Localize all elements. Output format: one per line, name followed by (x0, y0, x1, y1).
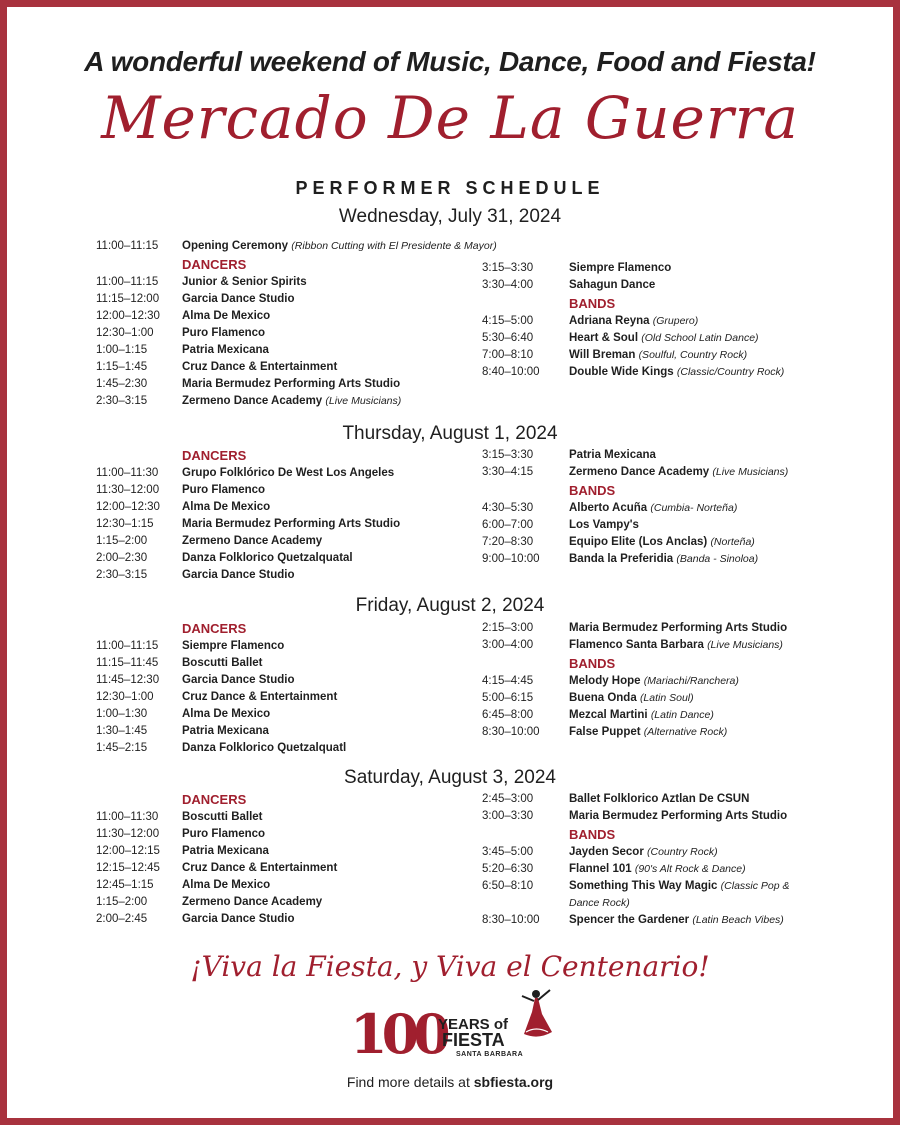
schedule-row (482, 277, 784, 294)
friday-left-column (96, 619, 346, 757)
performer-name: Zermeno Dance Academy (Live Musicians) (182, 395, 402, 407)
schedule-row (96, 274, 497, 291)
performer-name: Maria Bermudez Performing Arts Studio (182, 378, 401, 390)
wednesday-left-column (96, 238, 497, 410)
dancers-list-continued (482, 791, 802, 825)
performer-name: Patria Mexicana (569, 449, 656, 461)
schedule-row (96, 740, 346, 757)
event-title: Mercado De La Guerra (101, 84, 799, 152)
time-slot: 12:30–1:15 (96, 518, 154, 530)
performer-name: Junior & Senior Spirits (182, 276, 307, 288)
time-slot: 12:45–1:15 (96, 879, 154, 891)
schedule-row (482, 347, 784, 364)
time-slot: 5:30–6:40 (482, 332, 534, 344)
performer-name: Melody Hope (Mariachi/Ranchera) (569, 675, 739, 687)
performer-name: Boscutti Ballet (182, 811, 263, 823)
schedule-row (96, 655, 346, 672)
time-slot: 8:30–10:00 (482, 914, 540, 926)
schedule-row (96, 238, 497, 255)
time-slot: 11:30–12:00 (96, 828, 160, 840)
performer-name: Patria Mexicana (182, 725, 269, 737)
schedule-row (482, 673, 787, 690)
schedule-row (96, 672, 346, 689)
performer-name: Equipo Elite (Los Anclas) (Norteña) (569, 536, 755, 548)
performer-note: (Soulful, Country Rock) (638, 349, 748, 361)
schedule-row (482, 500, 788, 517)
schedule-row (96, 308, 497, 325)
schedule-row (482, 464, 788, 481)
dancers-list-continued (482, 447, 788, 481)
performer-note: (Classic/Country Rock) (676, 366, 785, 378)
schedule-row (96, 567, 400, 584)
dancers-heading: DANCERS (182, 792, 247, 807)
time-slot: 3:15–3:30 (482, 262, 534, 274)
time-slot: 2:30–3:15 (96, 569, 148, 581)
performer-name: Sahagun Dance (569, 279, 656, 291)
time-slot: 11:00–11:30 (96, 811, 159, 823)
performer-note: (Classic Pop & Dance Rock) (569, 880, 790, 909)
performer-name: Puro Flamenco (182, 327, 266, 339)
performer-name: Buena Onda (Latin Soul) (569, 692, 694, 704)
dancers-list (96, 465, 400, 584)
time-slot: 1:45–2:15 (96, 742, 148, 754)
performer-name: Alberto Acuña (Cumbia- Norteña) (569, 502, 738, 514)
logo-place: SANTA BARBARA (456, 1051, 524, 1058)
performer-name: Ballet Folklorico Aztlan De CSUN (569, 793, 750, 805)
time-slot: 11:00–11:30 (96, 467, 159, 479)
performer-name: Patria Mexicana (182, 344, 269, 356)
time-slot: 12:30–1:00 (96, 327, 154, 339)
performer-note: (Country Rock) (647, 846, 718, 858)
schedule-row (96, 911, 337, 928)
schedule-row (96, 723, 346, 740)
bands-list (482, 844, 802, 946)
performer-name: Opening Ceremony (Ribbon Cutting with El Presidente & Mayor) (182, 240, 497, 252)
dancers-list (96, 638, 346, 757)
schedule-row (482, 534, 788, 551)
day-heading-wednesday: Wednesday, July 31, 2024 (338, 206, 562, 227)
schedule-row (482, 912, 802, 946)
performer-note: (Live Musicians) (707, 639, 783, 651)
schedule-row (482, 364, 784, 381)
logo-fiesta: FIESTA (442, 1030, 505, 1050)
time-slot: 1:00–1:15 (96, 344, 148, 356)
performer-name: Grupo Folklórico De West Los Angeles (182, 467, 395, 479)
headline: A wonderful weekend of Music, Dance, Food and Fiesta! (84, 46, 816, 77)
time-slot: 1:45–2:30 (96, 378, 148, 390)
performer-name: Siempre Flamenco (569, 262, 672, 274)
schedule-row (96, 393, 497, 410)
performer-name: Puro Flamenco (182, 828, 266, 840)
time-slot: 2:15–3:00 (482, 622, 534, 634)
performer-note: (90's Alt Rock & Dance) (634, 863, 746, 875)
schedule-row (482, 551, 788, 568)
performer-name: Maria Bermudez Performing Arts Studio (569, 810, 788, 822)
schedule-row (482, 447, 788, 464)
time-slot: 3:00–3:30 (482, 810, 534, 822)
flamenco-dancer-icon (508, 986, 562, 1042)
performer-name: Zermeno Dance Academy (Live Musicians) (569, 466, 789, 478)
bands-heading: BANDS (569, 827, 616, 842)
website-link[interactable]: sbfiesta.org (473, 1074, 554, 1090)
schedule-row (96, 533, 400, 550)
schedule-row (482, 878, 802, 912)
time-slot: 3:15–3:30 (482, 449, 534, 461)
performer-name: Los Vampy's (569, 519, 639, 531)
performer-name: Alma De Mexico (182, 501, 271, 513)
find-more-text: Find more details at (346, 1074, 470, 1090)
performer-name: Jayden Secor (Country Rock) (569, 846, 718, 858)
time-slot: 12:00–12:30 (96, 501, 160, 513)
logo-number: 100 (350, 1002, 445, 1066)
time-slot: 8:40–10:00 (482, 366, 540, 378)
performer-note: (Latin Soul) (639, 692, 694, 704)
schedule-subtitle: PERFORMER SCHEDULE (295, 178, 605, 198)
performer-name: Maria Bermudez Performing Arts Studio (569, 622, 788, 634)
schedule-row (482, 517, 788, 534)
time-slot: 11:30–12:00 (96, 484, 160, 496)
time-slot: 11:00–11:15 (96, 240, 159, 252)
performer-note: (Old School Latin Dance) (641, 332, 759, 344)
schedule-row (482, 637, 787, 654)
schedule-row (482, 313, 784, 330)
time-slot: 2:45–3:00 (482, 793, 534, 805)
time-slot: 6:00–7:00 (482, 519, 534, 531)
dancers-list-continued (482, 260, 784, 294)
dancers-list (96, 274, 497, 410)
time-slot: 1:15–1:45 (96, 361, 148, 373)
performer-note: (Norteña) (710, 536, 755, 548)
dancers-list-continued (482, 620, 787, 654)
performer-name: Alma De Mexico (182, 879, 271, 891)
performer-note: (Cumbia- Norteña) (650, 502, 738, 514)
time-slot: 12:15–12:45 (96, 862, 160, 874)
schedule-row (96, 638, 346, 655)
performer-name: Puro Flamenco (182, 484, 266, 496)
schedule-row (482, 861, 802, 878)
thursday-left-column (96, 446, 400, 584)
day-heading-thursday: Thursday, August 1, 2024 (342, 423, 558, 444)
schedule-row (482, 707, 787, 724)
performer-note: (Live Musicians) (712, 466, 789, 478)
saturday-right-column (482, 791, 802, 946)
time-slot: 1:00–1:30 (96, 708, 148, 720)
find-more-line (0, 1074, 900, 1090)
performer-note: (Mariachi/Ranchera) (643, 675, 739, 687)
time-slot: 2:00–2:30 (96, 552, 148, 564)
time-slot: 7:20–8:30 (482, 536, 534, 548)
schedule-row (482, 260, 784, 277)
performer-name: Garcia Dance Studio (182, 913, 295, 925)
time-slot: 3:00–4:00 (482, 639, 534, 651)
performer-name: Spencer the Gardener (Latin Beach Vibes) (569, 914, 784, 926)
performer-name: Danza Folklorico Quetzalquatal (182, 552, 353, 564)
time-slot: 11:00–11:15 (96, 640, 159, 652)
performer-name: Alma De Mexico (182, 310, 271, 322)
schedule-row (96, 359, 497, 376)
schedule-row (482, 690, 787, 707)
time-slot: 2:00–2:45 (96, 913, 148, 925)
time-slot: 12:00–12:15 (96, 845, 160, 857)
bands-heading: BANDS (569, 483, 616, 498)
time-slot: 11:00–11:15 (96, 276, 159, 288)
schedule-row (96, 325, 497, 342)
bands-list (482, 500, 788, 568)
day-heading-saturday: Saturday, August 3, 2024 (344, 767, 556, 788)
schedule-row (96, 826, 337, 843)
time-slot: 9:00–10:00 (482, 553, 540, 565)
time-slot: 1:15–2:00 (96, 896, 148, 908)
day-heading-friday: Friday, August 2, 2024 (355, 595, 545, 616)
performer-name: Danza Folklorico Quetzalquatl (182, 742, 347, 754)
time-slot: 6:50–8:10 (482, 880, 534, 892)
performer-name: Alma De Mexico (182, 708, 271, 720)
performer-name: Zermeno Dance Academy (182, 535, 323, 547)
performer-name: Cruz Dance & Entertainment (182, 361, 338, 373)
schedule-row (482, 844, 802, 861)
performer-name: Flannel 101 (90's Alt Rock & Dance) (569, 863, 746, 875)
performer-note: (Alternative Rock) (643, 726, 728, 738)
schedule-row (482, 620, 787, 637)
time-slot: 5:20–6:30 (482, 863, 534, 875)
wednesday-right-column (482, 260, 784, 381)
schedule-row (482, 791, 802, 808)
performer-name: Siempre Flamenco (182, 640, 285, 652)
dancers-heading: DANCERS (182, 257, 247, 272)
dancers-heading: DANCERS (182, 448, 247, 463)
time-slot: 12:00–12:30 (96, 310, 160, 322)
performer-note: (Grupero) (652, 315, 699, 327)
time-slot: 4:15–4:45 (482, 675, 534, 687)
schedule-row (96, 550, 400, 567)
time-slot: 6:45–8:00 (482, 709, 534, 721)
schedule-row (96, 689, 346, 706)
performer-note: (Banda - Sinoloa) (676, 553, 759, 565)
schedule-row (482, 808, 802, 825)
time-slot: 3:45–5:00 (482, 846, 534, 858)
schedule-row (96, 809, 337, 826)
performer-note: (Latin Dance) (650, 709, 714, 721)
performer-name: Heart & Soul (Old School Latin Dance) (569, 332, 759, 344)
time-slot: 11:15–12:00 (96, 293, 160, 305)
performer-name: Garcia Dance Studio (182, 569, 295, 581)
friday-right-column (482, 620, 787, 741)
time-slot: 1:30–1:45 (96, 725, 148, 737)
bands-list (482, 673, 787, 741)
performer-name: Patria Mexicana (182, 845, 269, 857)
schedule-row (96, 706, 346, 723)
dancers-heading: DANCERS (182, 621, 247, 636)
schedule-row (96, 516, 400, 533)
schedule-row (96, 877, 337, 894)
schedule-row (482, 724, 787, 741)
time-slot: 2:30–3:15 (96, 395, 148, 407)
schedule-row (482, 330, 784, 347)
saturday-left-column (96, 790, 337, 928)
time-slot: 12:30–1:00 (96, 691, 154, 703)
schedule-row (96, 342, 497, 359)
performer-name: Mezcal Martini (Latin Dance) (569, 709, 714, 721)
logo-years: YEARS of (438, 1016, 509, 1033)
performer-name: Zermeno Dance Academy (182, 896, 323, 908)
performer-name: Boscutti Ballet (182, 657, 263, 669)
time-slot: 1:15–2:00 (96, 535, 148, 547)
performer-name: Adriana Reyna (Grupero) (569, 315, 699, 327)
schedule-row (96, 499, 400, 516)
closing-slogan: ¡Viva la Fiesta, y Viva el Centenario! (190, 950, 710, 983)
performer-name: Garcia Dance Studio (182, 293, 295, 305)
performer-name: Double Wide Kings (Classic/Country Rock) (569, 366, 785, 378)
schedule-row (96, 860, 337, 877)
time-slot: 4:30–5:30 (482, 502, 534, 514)
time-slot: 11:15–11:45 (96, 657, 159, 669)
performer-name: Cruz Dance & Entertainment (182, 862, 338, 874)
schedule-row (96, 465, 400, 482)
performer-name: Garcia Dance Studio (182, 674, 295, 686)
performer-name: Maria Bermudez Performing Arts Studio (182, 518, 401, 530)
schedule-row (96, 376, 497, 393)
performer-name: False Puppet (Alternative Rock) (569, 726, 728, 738)
performer-note: (Latin Beach Vibes) (692, 914, 784, 926)
schedule-row (96, 843, 337, 860)
performer-name: Banda la Preferidia (Banda - Sinoloa) (569, 553, 759, 565)
performer-name: Something This Way Magic (Classic Pop & Dance Rock) (569, 880, 790, 909)
dancers-list (96, 809, 337, 928)
time-slot: 7:00–8:10 (482, 349, 534, 361)
schedule-row (96, 482, 400, 499)
performer-name: Cruz Dance & Entertainment (182, 691, 338, 703)
performer-name: Flamenco Santa Barbara (Live Musicians) (569, 639, 783, 651)
bands-list (482, 313, 784, 381)
thursday-right-column (482, 447, 788, 568)
time-slot: 5:00–6:15 (482, 692, 534, 704)
schedule-row (96, 894, 337, 911)
schedule-row (96, 291, 497, 308)
time-slot: 11:45–12:30 (96, 674, 160, 686)
time-slot: 8:30–10:00 (482, 726, 540, 738)
performer-note: (Live Musicians) (325, 395, 402, 407)
bands-heading: BANDS (569, 656, 616, 671)
time-slot: 3:30–4:00 (482, 279, 534, 291)
time-slot: 3:30–4:15 (482, 466, 534, 478)
performer-name: Will Breman (Soulful, Country Rock) (569, 349, 748, 361)
bands-heading: BANDS (569, 296, 616, 311)
time-slot: 4:15–5:00 (482, 315, 534, 327)
